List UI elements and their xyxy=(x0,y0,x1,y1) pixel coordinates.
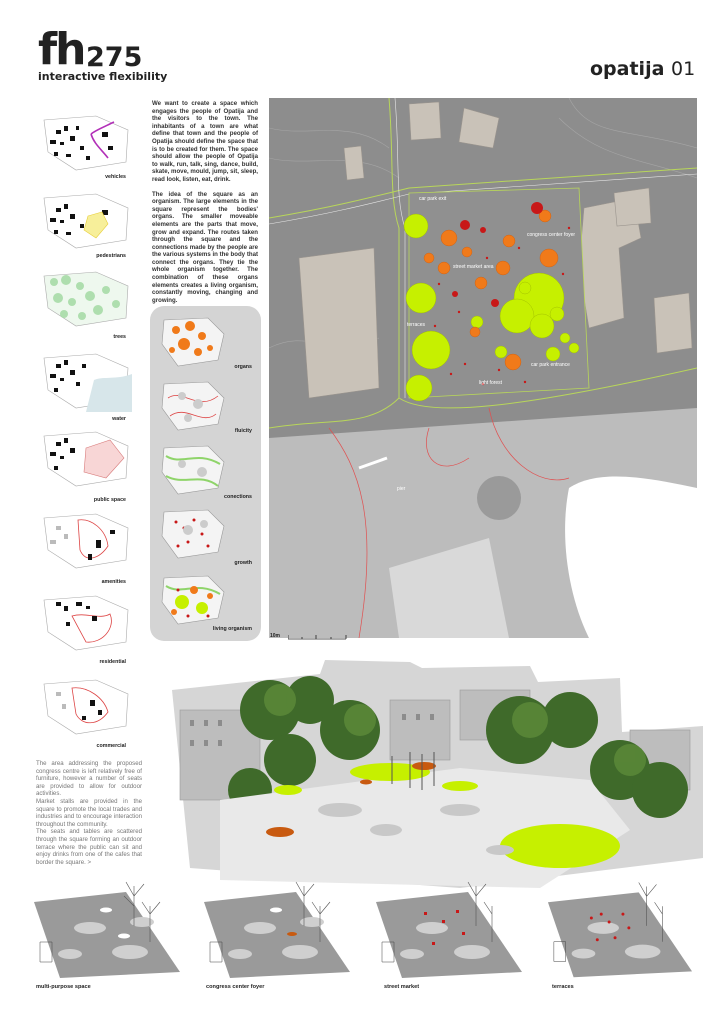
scenario-paragraph-2: Market stalls are provided in the square to promote the local trades and industries and to encourage interaction throughout the community. xyxy=(36,797,142,828)
diagram-vehicles xyxy=(36,112,136,174)
logo-number: 275 xyxy=(86,42,143,73)
scenario-paragraph-1: The area addressing the proposed congress centre is left relatively free of furniture, however a number of seats are provided to allow for outdoor activities. xyxy=(36,760,142,798)
scenario-street-market xyxy=(372,862,524,980)
scenario-congress-foyer xyxy=(200,862,352,980)
map-label-street-market: street market area xyxy=(453,264,494,270)
map-label-car-park-exit: car park exit xyxy=(419,196,447,202)
page-title xyxy=(590,58,695,80)
organism-label-growth: growth xyxy=(234,560,252,566)
page-title-text: opatija xyxy=(590,58,665,80)
diagram-amenities xyxy=(36,510,136,572)
map-label-pier: pier xyxy=(397,486,406,492)
diagram-commercial xyxy=(36,676,136,738)
scenario-paragraph-3: The seats and tables are scattered through the square forming an outdoor terrace where the public can sit and enjoy drinks from one of the cafes that border the square. > xyxy=(36,828,142,866)
organism-fluicity-diagram xyxy=(158,378,228,433)
scenario-label-multi-purpose: multi-purpose space xyxy=(36,984,91,990)
scenario-label-street-market: street market xyxy=(384,984,420,990)
scenario-terraces xyxy=(544,862,694,980)
organism-connections-diagram xyxy=(158,442,228,497)
diagram-public-space xyxy=(36,428,136,490)
layer-label-residential: residential xyxy=(99,659,126,665)
layer-label-water: water xyxy=(112,416,126,422)
map-label-congress-foyer: congress center foyer xyxy=(527,232,576,238)
logo-subtitle: interactive flexibility xyxy=(38,70,168,83)
scale-bar-label: 10m xyxy=(270,633,281,639)
organism-growth-diagram xyxy=(158,506,228,561)
page-title-number: 01 xyxy=(671,58,696,80)
scenario-label-terraces: terraces xyxy=(552,984,574,990)
site-plan-map xyxy=(269,98,697,638)
layer-label-amenities: amenities xyxy=(101,579,126,585)
organism-panel xyxy=(150,306,261,641)
organism-living-diagram xyxy=(158,572,228,627)
diagram-water xyxy=(36,350,136,412)
layer-label-pedestrians: pedestrians xyxy=(96,253,126,259)
organism-label-connections: conections xyxy=(224,494,252,500)
diagram-pedestrians xyxy=(36,190,136,252)
scenario-text xyxy=(36,760,142,866)
scenario-label-congress-foyer: congress center foyer xyxy=(206,984,265,990)
layer-label-vehicles: vehicles xyxy=(105,174,126,180)
organism-label-fluicity: fluicity xyxy=(234,428,252,434)
organism-label-living: living organism xyxy=(212,626,252,632)
intro-text xyxy=(152,100,258,311)
logo-fh: fh xyxy=(38,24,85,75)
square-rendering xyxy=(160,660,703,888)
layer-label-public-space: public space xyxy=(93,497,126,503)
scale-bar xyxy=(270,633,280,639)
scenario-multi-purpose xyxy=(30,862,182,980)
organism-label-organs: organs xyxy=(234,364,252,370)
logo xyxy=(38,24,168,83)
scale-bar-graphic xyxy=(288,634,348,640)
intro-paragraph-2: The idea of the square as an organism. The large elements in the square represent the bodies' organs. The smaller moveable elements are the parts that move, grow and expand. The routes taken through the square and the connections made by the people are the various systems in the body that connect the organs. They tie the whole organism together. The combination of these organs elements creates a living organism, constantly moving, changing and growing. xyxy=(152,190,258,304)
map-label-terraces: terraces xyxy=(407,322,426,328)
organism-organs-diagram xyxy=(158,314,228,369)
diagram-trees xyxy=(36,268,136,330)
layer-label-trees: trees xyxy=(113,334,126,340)
map-label-light-forest: light forest xyxy=(479,380,503,386)
map-label-car-park-entrance: car park entrance xyxy=(531,362,570,368)
intro-paragraph-1: We want to create a space which engages the people of Opatija and the visitors to the town. The inhabitants of a town are what define that town and the people of Opatija should define the space that is to be created for them. The space should allow the people of Opatija to walk, run, talk, sing, dance, build, skate, move, mould, jump, sit, sleep, read look, listen, eat, drink. xyxy=(152,100,258,183)
layer-label-commercial: commercial xyxy=(96,743,126,749)
diagram-residential xyxy=(36,592,136,654)
